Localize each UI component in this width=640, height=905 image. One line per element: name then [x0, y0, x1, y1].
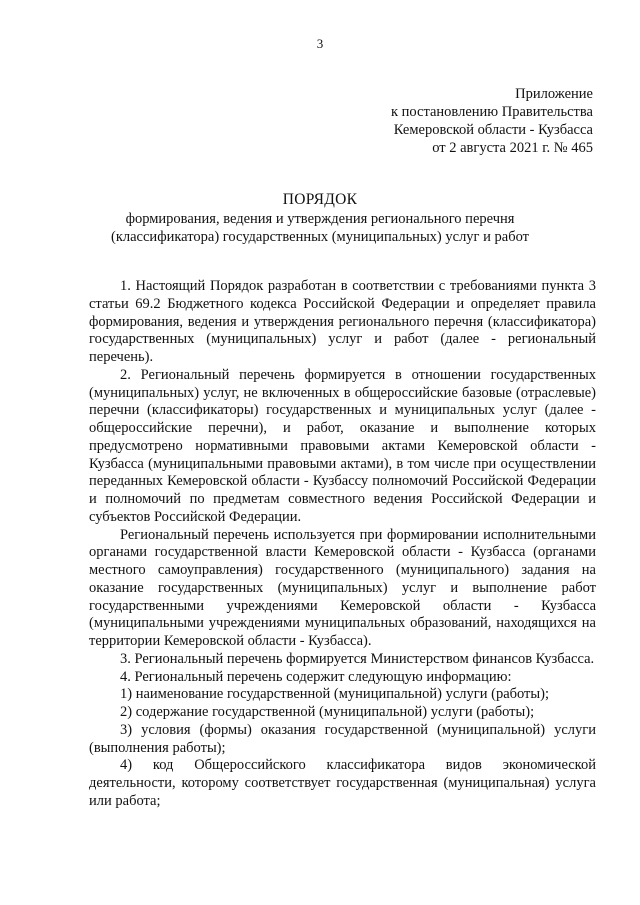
paragraph: 2. Региональный перечень формируется в отношении государственных (муниципальных) услуг, не включенных в общероссийские базовые (отраслевые) перечни (классификаторы) государственных и муниципальных услуг (далее - общероссийские перечни), и работ, оказание и выполнение которых предусмотрено нормативными правовыми актами Кемеровской области - Кузбасса (муниципальными правовыми актами), в том числе при осуществлении переданных Кемеровской области - Кузбассу полномочий Российской Федерации и полномочий по предметам совместного ведения Российской Федерации и субъектов Российской Федерации. — [89, 366, 596, 525]
paragraph: Региональный перечень используется при формировании исполнительными органами государственной власти Кемеровской области - Кузбасса (органами местного самоуправления) государственного (муниципального) задания на оказание государственных (муниципальных) услуг и выполнение работ государственными учреждениями Кемеровской области - Кузбасса (муниципальными учреждениями муниципальных образований, находящихся на территории Кемеровской области - Кузбасса). — [89, 526, 596, 649]
paragraph: 3. Региональный перечень формируется Министерством финансов Кузбасса. — [120, 650, 595, 667]
title-line: формирования, ведения и утверждения регионального перечня — [125, 211, 515, 227]
page-number: 3 — [316, 36, 324, 51]
appendix-block — [391, 85, 593, 157]
paragraph: 4) код Общероссийского классификатора видов экономической деятельности, которому соответствует государственная (муниципальная) услуга или работа; — [89, 757, 596, 809]
paragraph: 4. Региональный перечень содержит следующую информацию: — [120, 668, 512, 685]
title-line: (классификатора) государственных (муниципальных) услуг и работ — [111, 229, 529, 245]
title-main: ПОРЯДОК — [282, 191, 358, 208]
appendix-line: к постановлению Правительства — [391, 104, 593, 120]
paragraph: 3) условия (формы) оказания государственной (муниципальной) услуги (выполнения работы); — [89, 721, 596, 756]
appendix-line: Кемеровской области - Кузбасса — [393, 122, 593, 138]
paragraph: 1. Настоящий Порядок разработан в соответствии с требованиями пункта 3 статьи 69.2 Бюджетного кодекса Российской Федерации и определяет правила формирования, ведения и утверждения регионального перечня (классификатора) государственных (муниципальных) услуг и работ (далее - региональный перечень). — [89, 278, 596, 365]
paragraph: 1) наименование государственной (муниципальной) услуги (работы); — [120, 686, 549, 703]
appendix-line: Приложение — [515, 86, 593, 102]
appendix-line: от 2 августа 2021 г. № 465 — [432, 140, 593, 156]
paragraph: 2) содержание государственной (муниципальной) услуги (работы); — [120, 704, 535, 720]
document-body — [89, 278, 596, 811]
document-title — [0, 191, 640, 246]
